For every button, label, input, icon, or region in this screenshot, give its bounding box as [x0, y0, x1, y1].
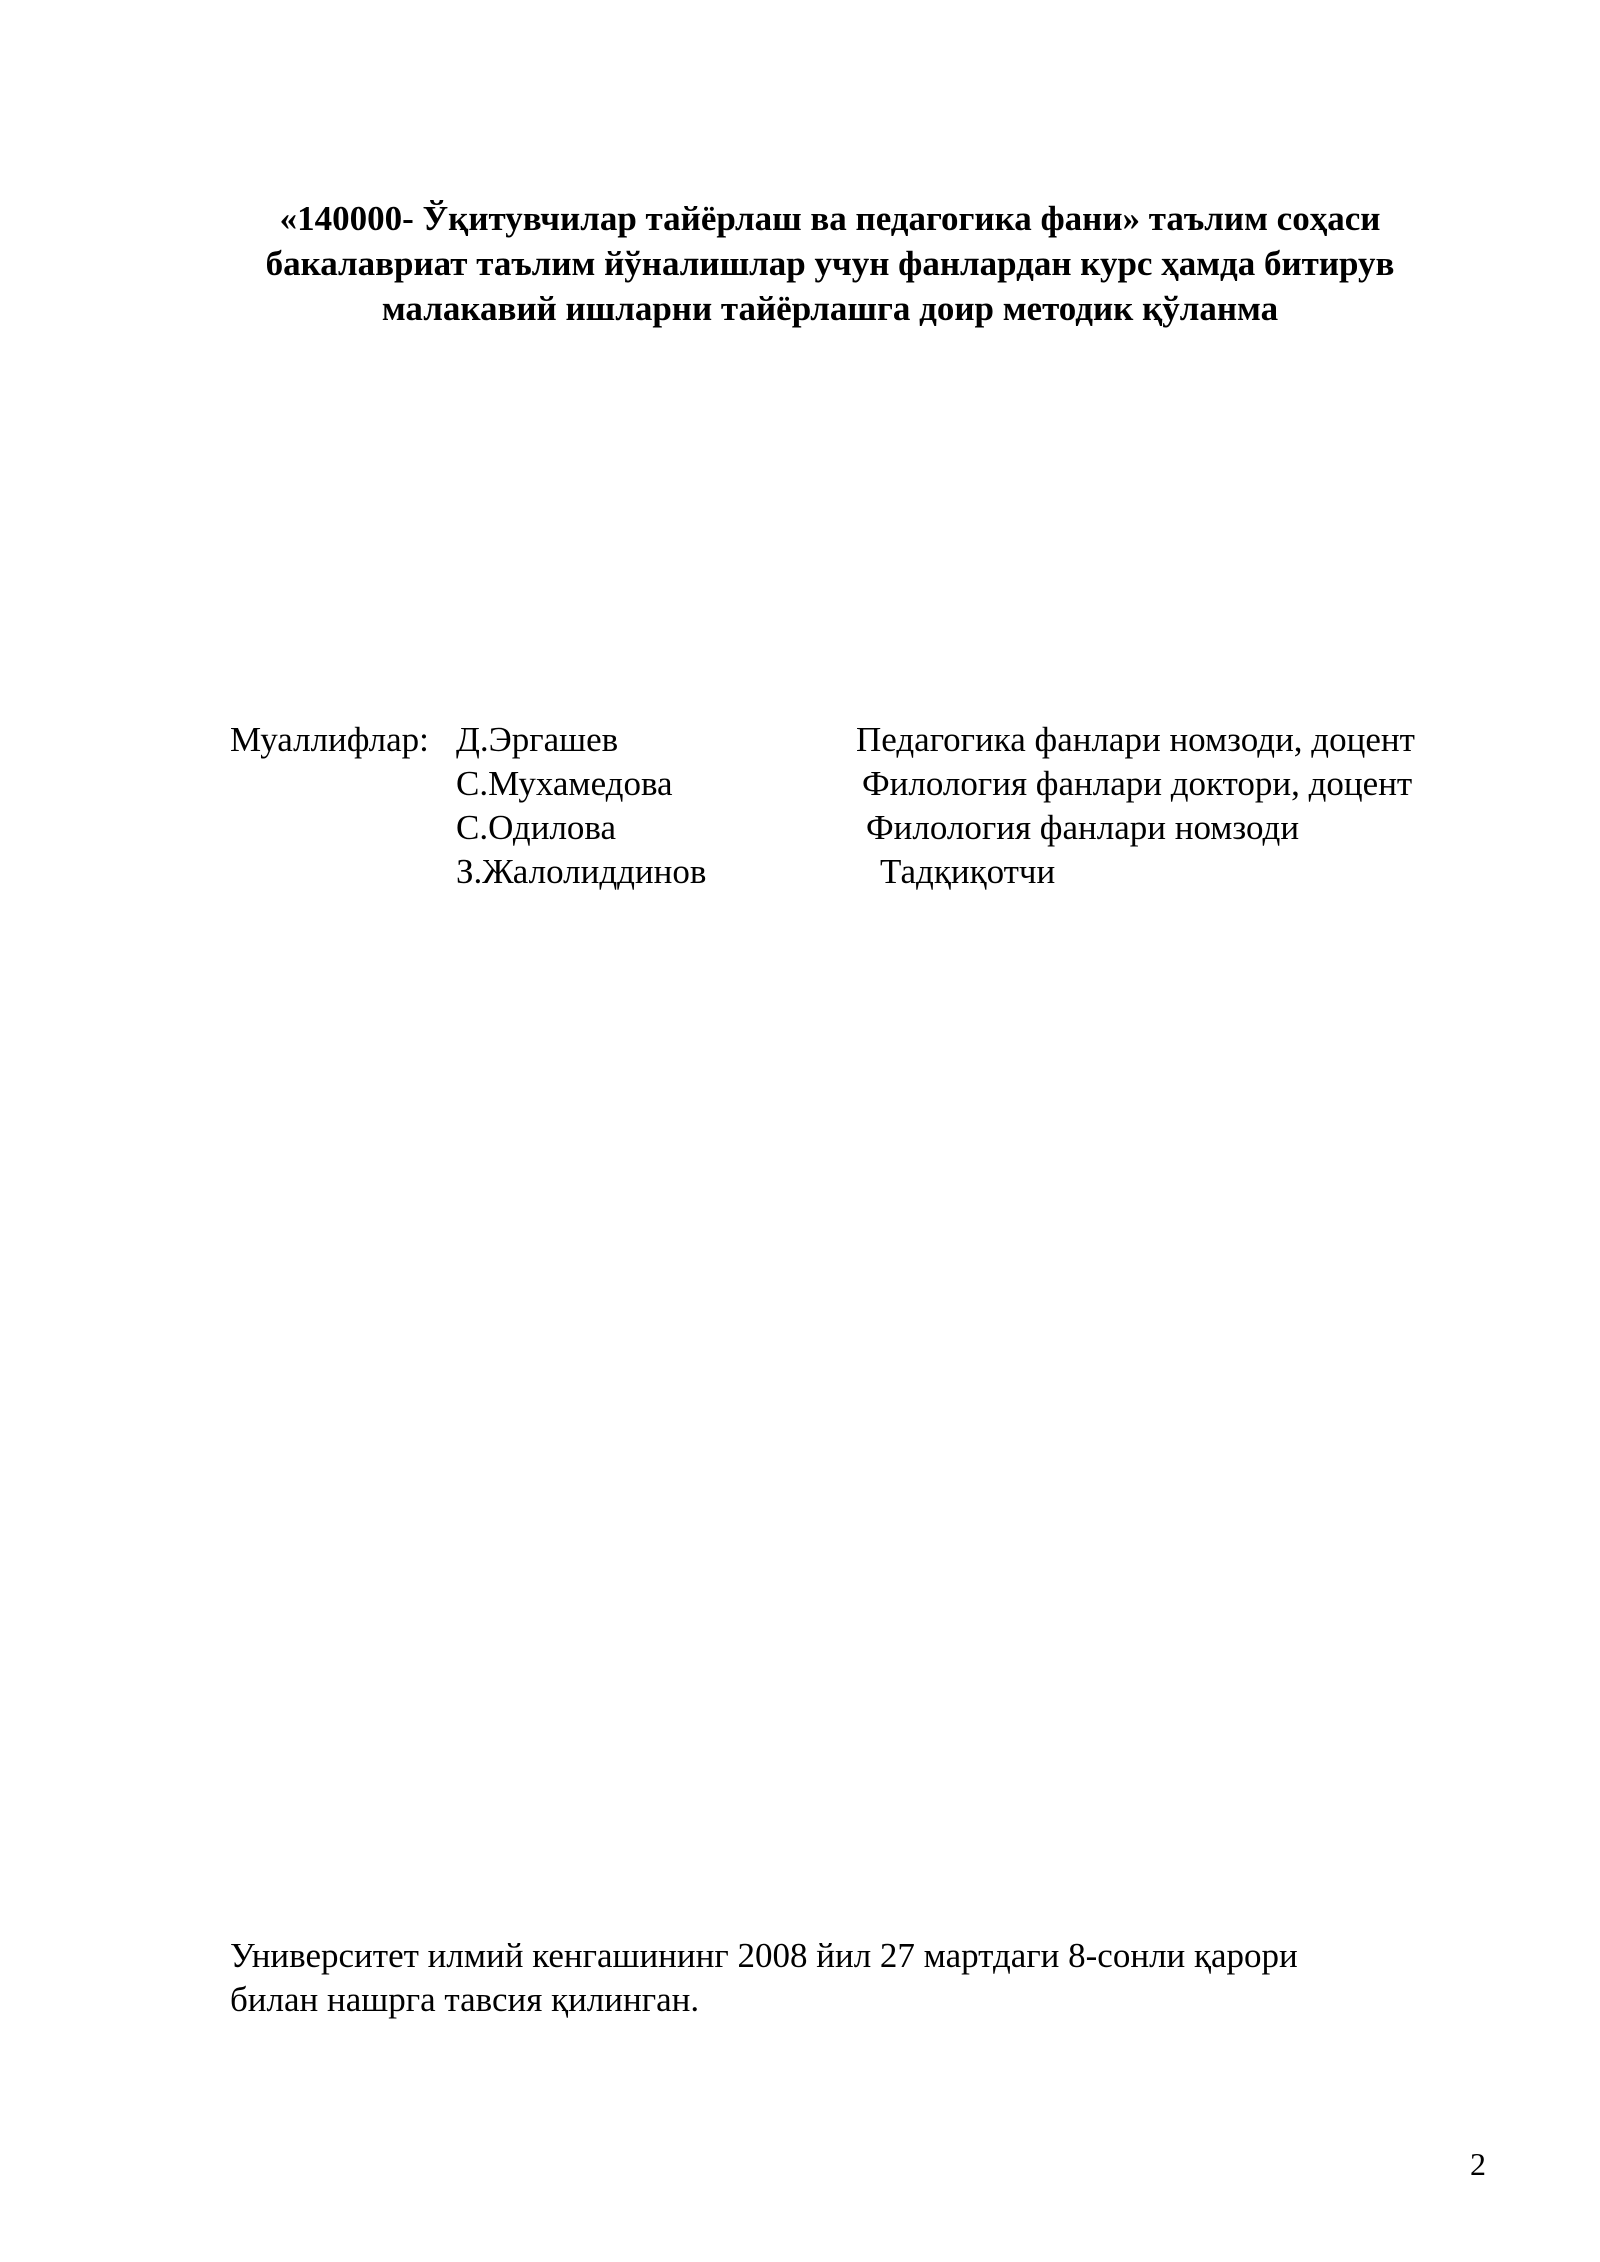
author-row	[230, 806, 1480, 850]
title-line-3: малакавий ишларни тайёрлашга доир методик қўланма	[381, 289, 1279, 328]
title-line-1: «140000- Ўқитувчилар тайёрлаш ва педагогика фани» таълим соҳаси	[279, 199, 1381, 238]
author-name: С.Одилова	[456, 808, 617, 847]
page-number: 2	[1470, 2146, 1486, 2182]
authors-label: Муаллифлар:	[230, 720, 429, 759]
author-row	[230, 718, 1480, 762]
author-row	[230, 850, 1480, 894]
author-degree: Тадқиқотчи	[880, 852, 1056, 891]
author-name: С.Мухамедова	[456, 764, 673, 803]
document-title	[230, 196, 1430, 331]
author-name: Д.Эргашев	[456, 720, 619, 759]
authors-block	[230, 718, 1480, 894]
author-degree: Филология фанлари доктори, доцент	[862, 764, 1413, 803]
author-row	[230, 762, 1480, 806]
author-degree: Филология фанлари номзоди	[866, 808, 1300, 847]
author-degree: Педагогика фанлари номзоди, доцент	[856, 720, 1415, 759]
recommendation-line-1: Университет илмий кенгашининг 2008 йил 27 мартдаги 8-сонли қарори	[230, 1936, 1298, 1975]
recommendation-line-2: билан нашрга тавсия қилинган.	[230, 1980, 700, 2019]
recommendation-note	[230, 1934, 1480, 2022]
title-line-2: бакалавриат таълим йўналишлар учун фанлардан курс ҳамда битирув	[265, 244, 1395, 283]
author-name: З.Жалолиддинов	[456, 852, 707, 891]
